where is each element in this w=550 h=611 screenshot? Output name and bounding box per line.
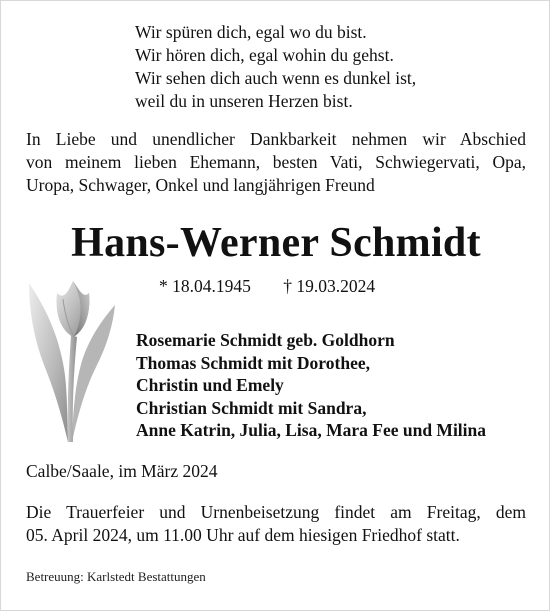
poem-line: Wir hören dich, egal wohin du gehst. bbox=[135, 45, 394, 65]
poem-line: Wir sehen dich auch wenn es dunkel ist, bbox=[135, 68, 417, 88]
service-line: 05. April 2024, um 11.00 Uhr auf dem hiesigen Friedhof statt. bbox=[26, 525, 460, 545]
place-date: Calbe/Saale, im März 2024 bbox=[26, 461, 218, 481]
funeral-service-info bbox=[26, 501, 526, 547]
intro-line: In Liebe und unendlicher Dankbarkeit nehmen wir Abschied bbox=[26, 129, 526, 149]
mourner-line: Christian Schmidt mit Sandra, bbox=[136, 397, 367, 418]
birth-date: * 18.04.1945 bbox=[159, 276, 251, 296]
mourner-line: Christin und Emely bbox=[136, 375, 284, 396]
intro-line: von meinem lieben Ehemann, besten Vati, Schwiegervati, Opa, bbox=[26, 152, 526, 172]
funeral-home-credit: Betreuung: Karlstedt Bestattungen bbox=[26, 569, 206, 584]
poem-line: Wir spüren dich, egal wo du bist. bbox=[135, 22, 367, 42]
poem bbox=[135, 21, 416, 113]
tulip-icon bbox=[27, 277, 117, 445]
deceased-name: Hans-Werner Schmidt bbox=[71, 220, 481, 266]
death-date: † 19.03.2024 bbox=[283, 276, 376, 296]
intro-text bbox=[26, 128, 526, 197]
poem-line: weil du in unseren Herzen bist. bbox=[135, 91, 353, 111]
life-dates bbox=[159, 275, 375, 297]
service-line: Die Trauerfeier und Urnenbeisetzung findet am Freitag, dem bbox=[26, 502, 526, 522]
mourner-line: Thomas Schmidt mit Dorothee, bbox=[136, 352, 370, 373]
intro-line: Uropa, Schwager, Onkel und langjährigen Freund bbox=[26, 175, 375, 195]
mourner-line: Anne Katrin, Julia, Lisa, Mara Fee und Milina bbox=[136, 420, 487, 441]
mourner-line: Rosemarie Schmidt geb. Goldhorn bbox=[136, 330, 395, 350]
mourners-list bbox=[136, 329, 486, 442]
